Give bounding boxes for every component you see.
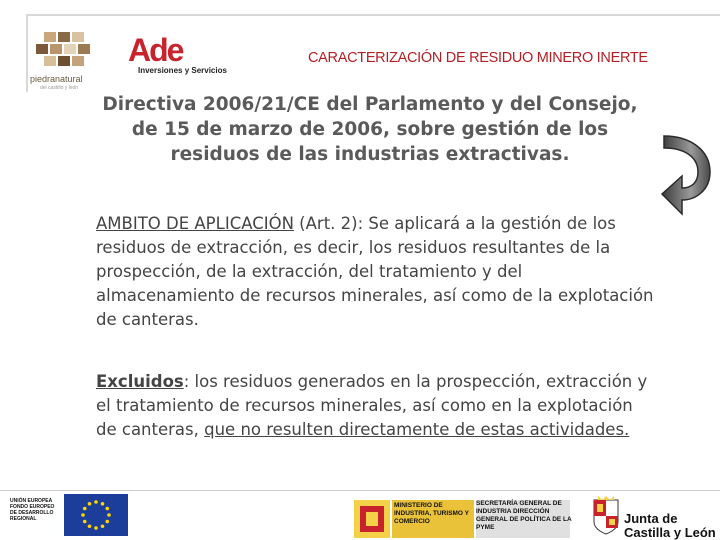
page-title: Directiva 2006/21/CE del Parlamento y del Consejo, de 15 de marzo de 2006, sobre gestión de los residuos de las industrias extractivas.	[102, 94, 638, 165]
eu-star	[83, 520, 87, 524]
eu-flag-icon	[64, 494, 128, 536]
eu-star	[101, 502, 105, 506]
ministry-text: MINISTERIO DE INDUSTRIA, TURISMO Y COMERCIO	[394, 502, 469, 525]
eu-star	[94, 526, 98, 530]
excluded-text: : los residuos generados en la prospección, extracción y el tratamiento de recursos minerales, así como en la explotación de canteras,	[96, 372, 648, 439]
ade-logo: Ade	[128, 32, 183, 68]
excluded-paragraph	[96, 370, 656, 442]
secretaria-text: SECRETARÍA GENERAL DE INDUSTRIA DIRECCIÓN GENERAL DE POLÍTICA DE LA PYME	[476, 500, 572, 531]
scope-label: AMBITO DE APLICACIÓN	[96, 214, 294, 233]
jcyl-line1: Junta de	[624, 511, 678, 526]
excluded-underlined-text: que no resulten directamente de estas actividades.	[204, 420, 630, 439]
eu-star	[107, 513, 111, 517]
frame-left-border	[26, 14, 28, 92]
excluded-label: Excluidos	[96, 372, 184, 391]
eu-star	[94, 500, 98, 504]
eu-star	[88, 524, 92, 528]
header-title: CARACTERIZACIÓN DE RESIDUO MINERO INERTE	[308, 50, 648, 66]
scope-text: (Art. 2): Se aplicará a la gestión de los residuos de extracción, es decir, los residuos resultantes de la prospección, de la extracción, del tratamiento y del almacenamiento de recursos minerales, así como de la explotación de canteras.	[96, 214, 654, 329]
eu-star	[105, 520, 109, 524]
eu-star	[101, 524, 105, 528]
piedranatural-logo-subtext: del castillo y león	[40, 85, 79, 91]
ade-logo-subtitle: Inversiones y Servicios	[138, 66, 227, 75]
footer-divider	[0, 490, 720, 491]
scope-paragraph	[96, 212, 656, 332]
eu-star	[81, 513, 85, 517]
piedranatural-logo-text: piedranatural	[30, 74, 83, 84]
eu-star	[105, 507, 109, 511]
eu-star	[83, 507, 87, 511]
jcyl-logo-text	[624, 512, 716, 540]
eu-feder-text: UNIÓN EUROPEA FONDO EUROPEO DE DESARROLLO REGIONAL	[10, 498, 55, 522]
jcyl-line2: Castilla y León	[624, 525, 716, 540]
jcyl-crest-icon	[592, 496, 620, 536]
eu-star	[88, 502, 92, 506]
curved-arrow-icon	[660, 130, 716, 220]
frame-top-border	[26, 14, 720, 16]
